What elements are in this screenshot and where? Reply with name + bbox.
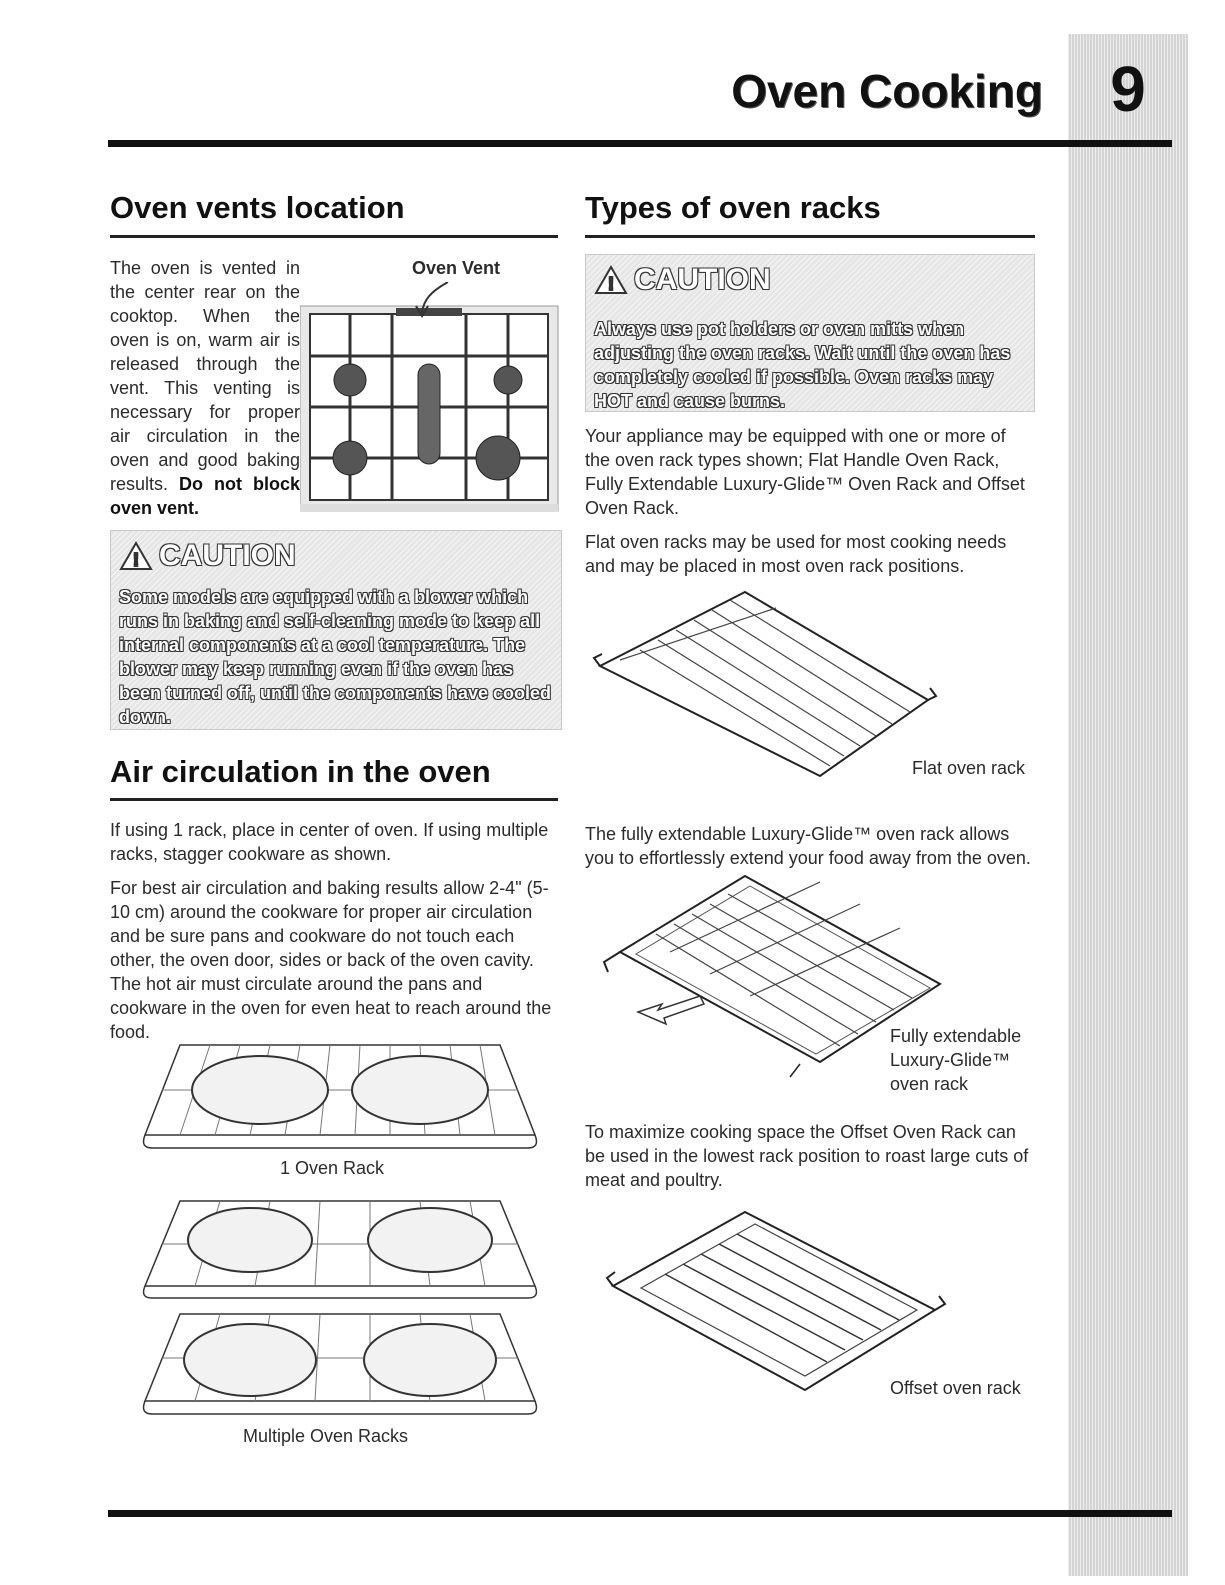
caption-glide-line1: Fully extendable <box>890 1026 1022 1046</box>
caution-title-blower <box>119 539 296 573</box>
cooktop-illustration <box>300 282 560 512</box>
racks-text-p4: To maximize cooking space the Offset Oven Rack can be used in the lowest rack position to roast large cuts of meat and poultry. <box>585 1122 1029 1190</box>
racks-text-intro <box>585 424 1035 588</box>
vents-text <box>110 256 300 520</box>
caption-offset-rack: Offset oven rack <box>890 1378 1021 1398</box>
oven-vent-label: Oven Vent <box>412 258 501 278</box>
racks-text-p3: The fully extendable Luxury-Glide™ oven rack allows you to effortlessly extend your food away from the oven. <box>585 824 1031 868</box>
racks-heading: Types of oven racks <box>585 190 881 225</box>
caution-title-text: CAUTION <box>159 539 296 572</box>
caption-glide-line2: Luxury-Glide™ <box>890 1050 1011 1070</box>
caution-text-racks: Always use pot holders or oven mitts when adjusting the oven racks. Wait until the oven has completely cooled if possible. Oven racks may HOT and cause burns. <box>594 319 1011 411</box>
caption-flat-rack: Flat oven rack <box>912 758 1026 778</box>
caption-glide-line3: oven rack <box>890 1074 969 1094</box>
warning-triangle-icon <box>119 541 153 571</box>
vents-text-warning: Do not block oven vent. <box>110 474 300 518</box>
caution-title-racks <box>594 263 771 297</box>
caution-box-blower <box>110 530 562 730</box>
flat-rack-illustration <box>590 588 940 783</box>
page-title: Oven Cooking <box>731 65 1043 117</box>
caution-box-racks <box>585 254 1035 412</box>
racks-heading-rule <box>585 235 1035 238</box>
caption-one-rack: 1 Oven Rack <box>280 1158 385 1178</box>
header-rule <box>108 140 1172 147</box>
multiple-racks-illustration <box>140 1196 540 1428</box>
caption-multiple-racks: Multiple Oven Racks <box>243 1426 409 1446</box>
page-side-strip <box>1068 34 1188 1576</box>
one-rack-illustration <box>140 1040 540 1160</box>
vents-heading: Oven vents location <box>110 190 405 225</box>
svg-text:!: ! <box>133 550 139 570</box>
warning-triangle-icon <box>594 265 628 295</box>
air-heading: Air circulation in the oven <box>110 754 491 789</box>
racks-text-p1: Your appliance may be equipped with one or more of the oven rack types shown; Flat Handle Oven Rack, Fully Extendable Luxury-Glide™ Oven Rack and Offset Oven Rack. <box>585 426 1025 518</box>
air-heading-rule <box>110 798 558 801</box>
air-text <box>110 818 560 1054</box>
caption-glide-rack <box>890 1024 1021 1096</box>
vents-heading-rule <box>110 235 558 238</box>
caution-title-text: CAUTION <box>634 263 771 296</box>
racks-text-p2: Flat oven racks may be used for most cooking needs and may be placed in most oven rack positions. <box>585 532 1007 576</box>
svg-text:!: ! <box>608 274 614 294</box>
page-number: 9 <box>1110 53 1146 125</box>
footer-rule <box>108 1510 1172 1517</box>
offset-rack-illustration <box>605 1206 950 1396</box>
racks-text-offset <box>585 1120 1035 1202</box>
vents-text-main: The oven is vented in the center rear on the cooktop. When the oven is on, warm air is released through the vent. This venting is necessary for proper air circulation in the oven and good baking results. <box>110 258 300 494</box>
caution-text-blower: Some models are equipped with a blower which runs in baking and self-cleaning mode to keep all internal components at a cool temperature. The blower may keep running even if the oven has been turned off, until the components have cooled down. <box>119 587 552 727</box>
air-text-p2: For best air circulation and baking results allow 2-4" (5-10 cm) around the cookware for proper air circulation and be sure pans and cookware do not touch each other, the oven door, sides or back of the oven cavity. The hot air must circulate around the pans and cookware in the oven for even heat to reach around the food. <box>110 878 552 1042</box>
air-text-p1: If using 1 rack, place in center of oven. If using multiple racks, stagger cookware as shown. <box>110 820 549 864</box>
